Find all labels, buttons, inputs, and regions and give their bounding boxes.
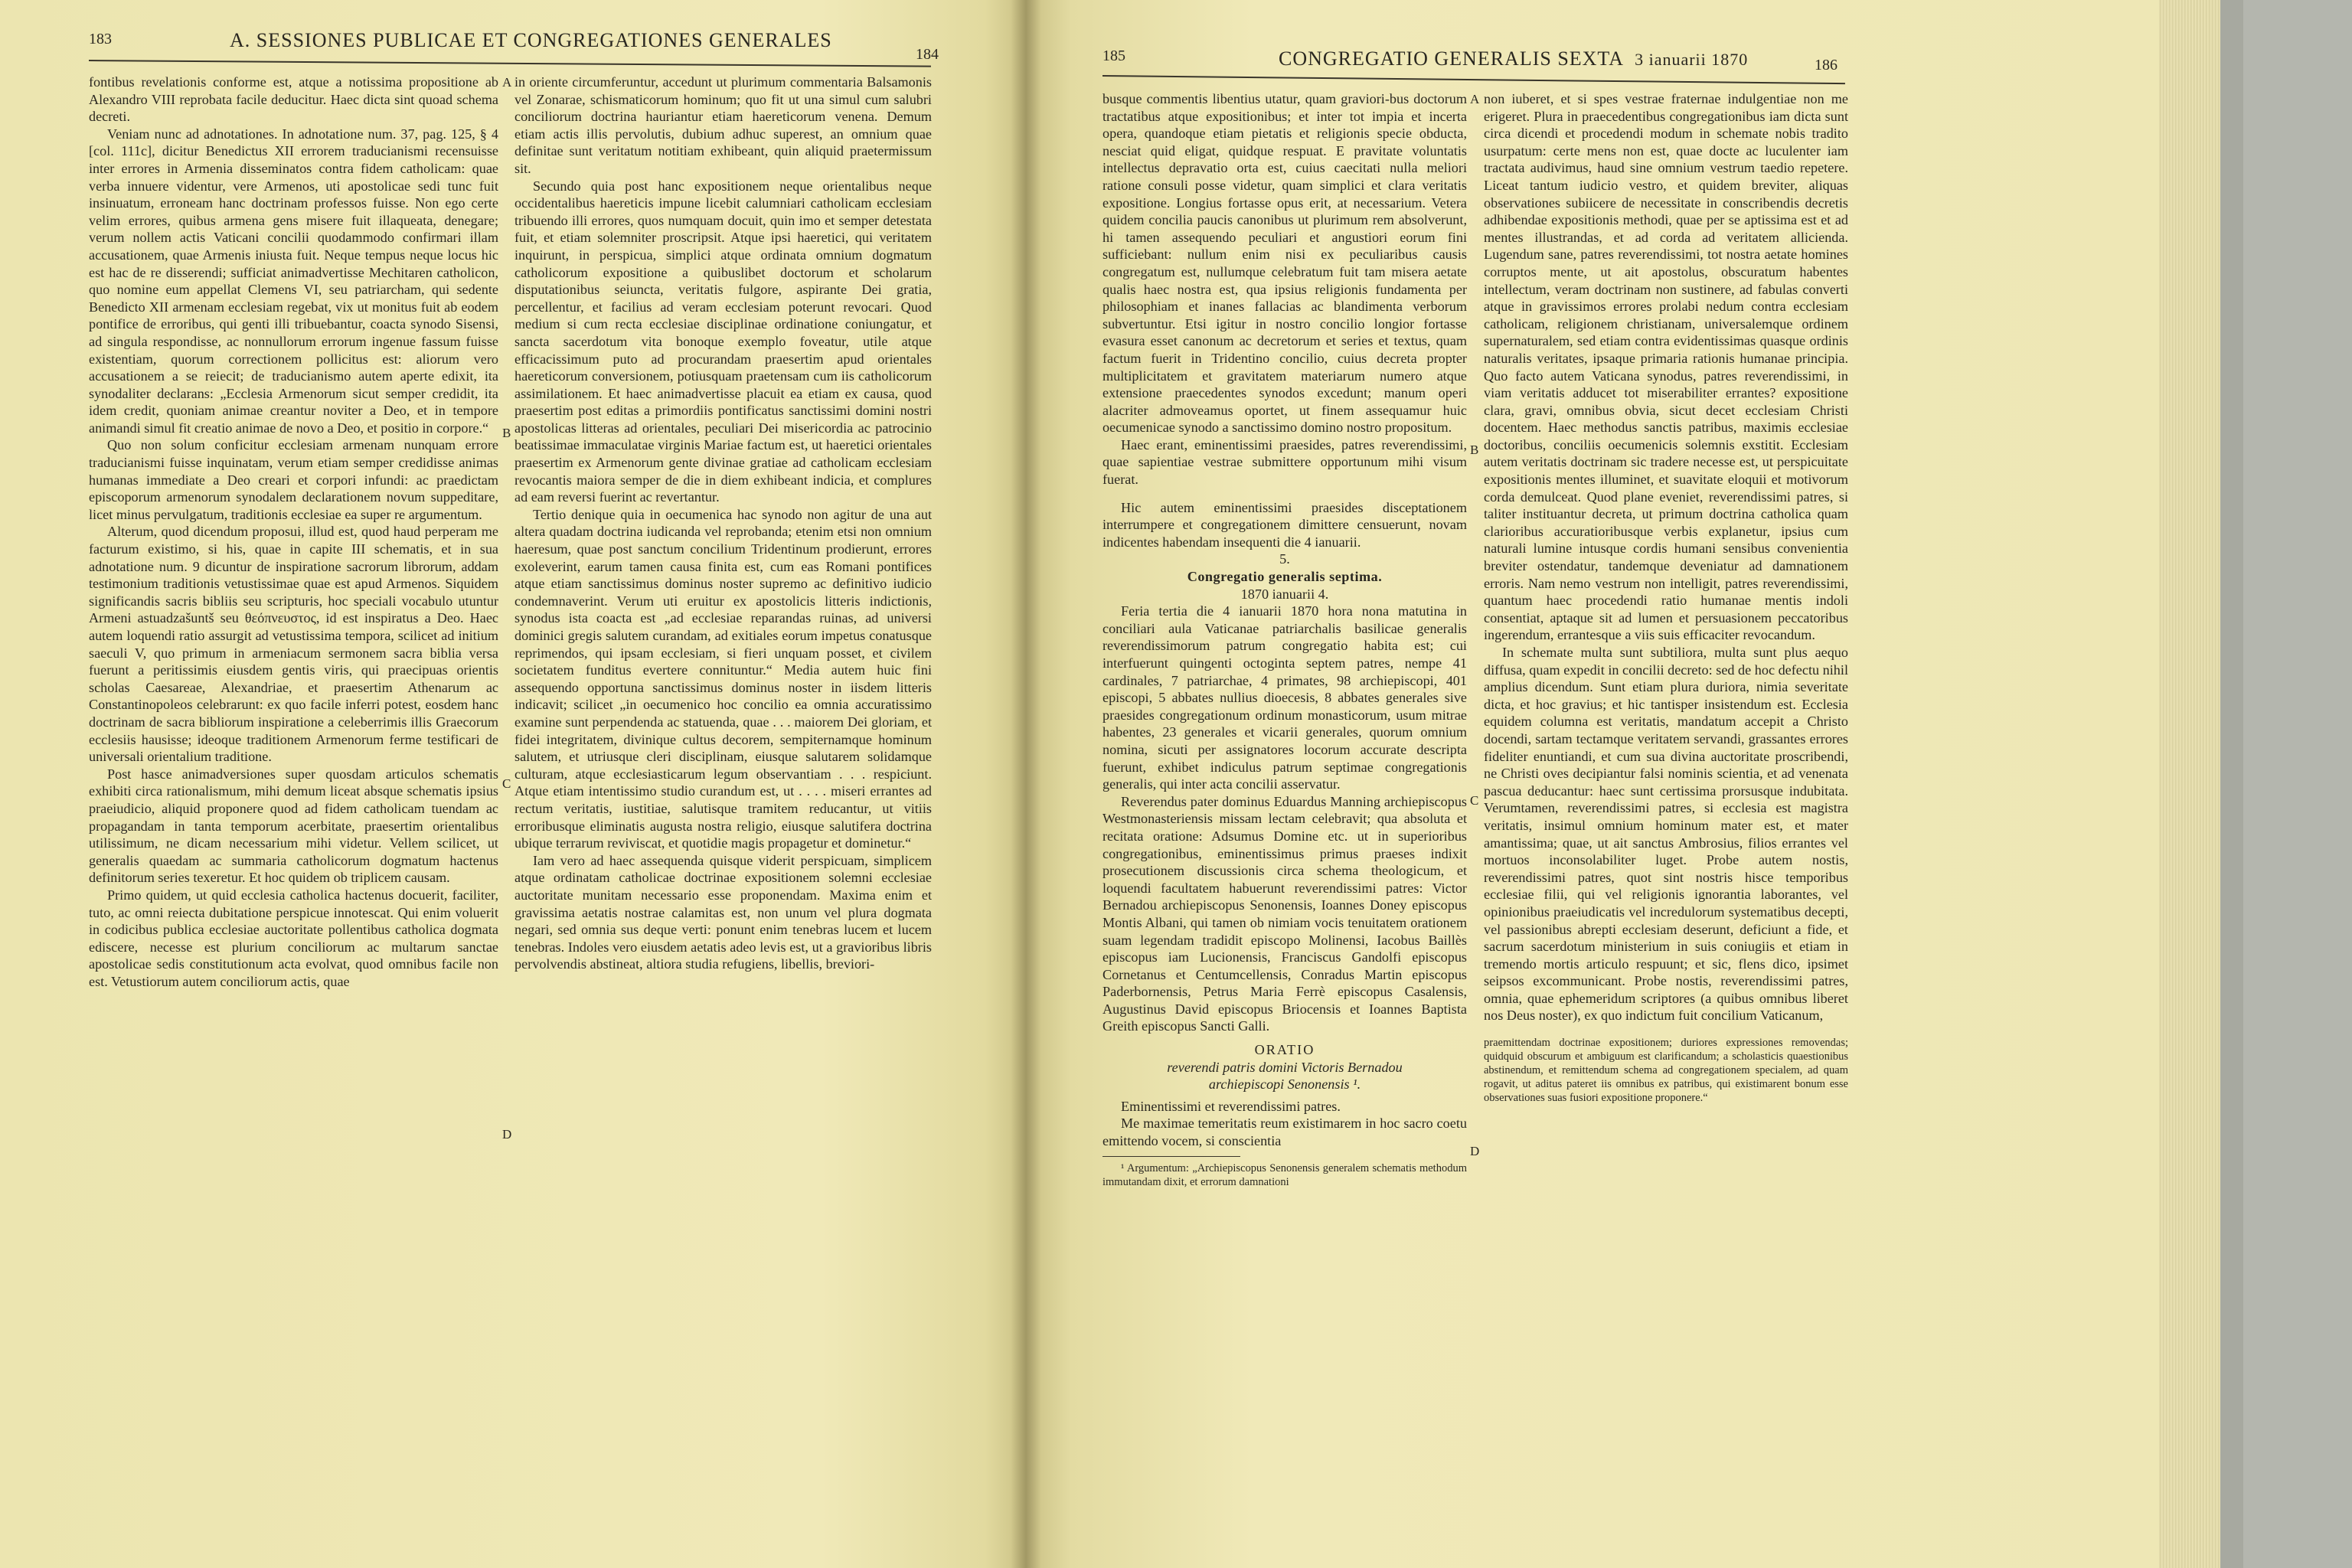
paragraph: Alterum, quod dicendum proposui, illud est, quod haud perperam me facturum existimo, si his, quae in capite III schematis, et in sua adnotatione num. 9 dicuntur de inspiratione sacrorum librorum, addam testimonium traditionis vetustissimae quae est apud Armenos. Siquidem significandis sacris bibliis seu scripturis, hoc speciali vocabulo utuntur Armeni astuadzašuntš seu θεόπνευστος, id est inspiratus a Deo. Haec autem loquendi ratio assurgit ad vetustissima tempora, scilicet ad initium saeculi V, quo primum in armeniacum sermonem sacra biblia versa fuerunt a peritissimis eiusdem gentis viris, qui praecipuas orientis scholas Caesareae, Alexandriae, et praesertim Athenarum ac Constantinopoleos celebrarunt: ex quo facile inferri potest, eosdem hanc doctrinam de sacra bibliorum inspiratione a celeberrimis illis Graecorum ecclesiis hausisse; ideoque traditionem Armenorum ferme testificari de universali orientalium traditione. (89, 524, 498, 765)
left-column-2 (514, 74, 932, 973)
paragraph: Veniam nunc ad adnotationes. In adnotatione num. 37, pag. 125, § 4 [col. 111c], dicitur Benedictus XII errorem traducianismi recensuisse inter errores in Armenia disseminatos contra fidem catholicam: quae verba innuere videntur, vere Armenos, uti apostolicae sedi tunc fuit insinuatum, erroneam hanc doctrinam professos fuisse. Non ego certe velim errores, quibus armena gens misere fuit illaqueata, denegare; verum nollem actis Vaticani concilii quodammodo confirmari illam accusationem, quae Armenis iniusta fuit. Neque tempus neque locus hic est hac de re disserendi; sufficiat animadvertisse Mechitaren catholicon, quo nomine eum appellat Clemens VI, seu patriarcham, qui sedente Benedicto XII armenam ecclesiam regebat, vix ut monitus fuit ab eodem pontifice de erroribus, qui genti illi tribuebantur, coacta synodo Sisensi, ad singula respondisse, ac nonnullorum errorum ingenue fassum fuisse existentiam, quorum correctionem pollicitus est: aliorum vero accusationem a se reiecit; de traducianismo autem aperte edixit, ita synodaliter declarans: „Ecclesia Armenorum sicut semper credidit, ita idem credit, quoniam animae creantur noviter a Deo, et in tempore animandi simul fit creatio animae de novo a Deo, et positio in corpore.“ (89, 126, 498, 436)
right-column-1 (1102, 90, 1467, 1189)
header-title: CONGREGATIO GENERALIS SEXTA (1279, 47, 1623, 70)
margin-marker-a: A (502, 75, 512, 90)
footnote: ¹ Argumentum: „Archiepiscopus Senonensis generalem schematis methodum immutandam dixit, et errorum damnationi (1102, 1161, 1467, 1188)
page-edges (2159, 0, 2220, 1568)
book-gutter (1011, 0, 1041, 1568)
margin-marker-d: D (1470, 1144, 1480, 1158)
left-column-1 (89, 74, 498, 990)
header-rule (89, 60, 931, 67)
margin-marker-a: A (1470, 92, 1480, 106)
paragraph: Primo quidem, ut quid ecclesia catholica hactenus docuerit, faciliter, tuto, ac omni reiecta dubitatione perspicue innotescat. Qui enim voluerit in codicibus publica ecclesiae auctoritate pollentibus catholica dogmata ediscere, necesse est plurium conciliorum ac multarum sanctae apostolicae sedis constitutionum acta evolvat, quod omnibus facile non est. Vetustiorum autem conciliorum actis, quae (89, 887, 498, 989)
paragraph: in oriente circumferuntur, accedunt ut plurimum commentaria Balsamonis vel Zonarae, schismaticorum hominum; quo fit ut una simul cum salubri conciliorum doctrina hauriantur etiam haereticorum venena. Demum etiam actis illis pervolutis, dubium adhuc superest, an omnium quae definitae sunt veritatum notitiam exhibeant, quin aliquid praetermissum sit. (514, 74, 932, 176)
margin-marker-c: C (1470, 793, 1479, 808)
right-page (1026, 0, 2159, 1568)
paragraph: Reverendus pater dominus Eduardus Manning archiepiscopus Westmonasteriensis missam lectam celebravit; qua absoluta et recitata oratione: Adsumus Domine etc. ut in superioribus congregationibus, eminentissimus primus praeses indixit prosecutionem discussionis circa schema theologicum, et loquendi facultatem habuerunt reverendissimi patres: Victor Bernadou archiepiscopus Senonensis, Ioannes Doney episcopus Montis Albani, qui tamen ob nimiam vocis tenuitatem orationem suam legendam tradidit episcopo Molinensi, Iacobus Baillès episcopus iam Lucionensis, Franciscus Gandolfi episcopus Cornetanus et Centumcellensis, Conradus Martin episcopus Paderbornensis, Petrus Maria Ferrè episcopus Casalensis, Augustinus David episcopus Briocensis et Ioannes Baptista Greith episcopus Sancti Galli. (1102, 793, 1467, 1034)
footnote-rule (1102, 1156, 1240, 1157)
oratio-subtitle: reverendi patris domini Victoris Bernadou (1167, 1059, 1403, 1075)
section-number: 5. (1279, 551, 1290, 567)
margin-marker-c: C (502, 776, 511, 791)
header-rule (1102, 75, 1845, 84)
paragraph: Post hasce animadversiones super quosdam articulos schematis exhibiti circa rationalismum, mihi demum liceat absque schematis ipsius praeiudicio, aliquid proponere quod ad fidem catholicam tuendam ac propagandam in tanta temporum acerbitate, praesertim orientalibus utilissimum, ne dicam necessarium mihi videtur. Vellem scilicet, ut generalis quaedam ac summaria catholicorum dogmatum hactenus definitorum series texeretur. Et hoc quidem ob triplicem causam. (89, 766, 498, 886)
oratio-subtitle: archiepiscopi Senonensis ¹. (1208, 1076, 1361, 1093)
left-page (0, 0, 1026, 1568)
paragraph: Quo non solum conficitur ecclesiam armenam nunquam errore traducianismi fuisse inquinatam, verum etiam semper credidisse animas humanas immediate a Deo creari et corpori infundi: ac praedictam episcoporum armenorum synodalem declarationem novum suppeditare, licet minus pervulgatum, traditionis ecclesiae ea super re argumentum. (89, 437, 498, 522)
paragraph: non iuberet, et si spes vestrae fraternae indulgentiae non me erigeret. Plura in praecedentibus congregationibus iam dicta sunt circa dicendi et procedendi modum in schemate nobis tradito usurpatum: certe mens non est, quae docte ac luculenter iam tractata audivimus, haud sine omnium vestrum taedio repetere. Liceat tantum iudicio vestro, et quidem breviter, aliquas observationes subiicere de necessitate in conscribendis decretis adhibendae expositionis methodi, quae per se aptissima est et ad mentes illustrandas, et ad corda ad veritatem alliciendа. Lugendum sane, patres reverendissimi, tot nostra aetate homines corruptos mente, ut ait apostolus, obscuratum habentes intellectum, veram doctrinam non sustinere, ad fabulas converti atque in gravissimos errores prolabi nedum contra ecclesiam catholicam, religionem christianam, universalemque ordinem supernaturalem, sed etiam contra evidentissimas quasque ordinis naturalis veritates, ipsaque primaria rationis humanae principia. Quo facto autem Vaticana synodus, patres reverendissimi, in viam veritatis adducet tot miserabiliter errantes? expositione clara, gravi, omnibus obvia, sicut decet ecclesiam Christi docentem. Haec methodus sanctis patribus, maximis ecclesiae doctoribus, conciliis oecumenicis solemnis exstitit. Ecclesiam autem veritatis doctrinam sic tradere necesse est, ut perspicuitate expositionis mentes illuminet, et suavitate eloquii et motivorum corda demulceat. Quod plane eveniet, reverendissimi patres, si taliter instituantur decreta, ut primum doctrina catholica quam clarioribus accuratioribusque verbis explanetur, ipsius cum naturali lumine intusque cordis humani sensibus convenientia breviter ostendatur, tandemque deveniatur ad damnationem erroris. Nam nemo vestrum non intelligit, patres reverendissimi, quantum haec procedendi ratio humanae mentis indoli consentiat, aptaque sit ad lumen et persuasionem peccatoribus ingerendum, errantesque a viis suis efficaciter revocandum. (1484, 91, 1848, 643)
background-board-panel (2243, 0, 2352, 1568)
margin-marker-d: D (502, 1127, 512, 1142)
paragraph: Iam vero ad haec assequenda quisque viderit perspicuam, simplicem atque ordinatam catholicae doctrinae expositionem solemni ecclesiae auctoritate munitam necessario esse proponendam. Maxima enim et gravissima aetatis nostrae calamitas est, non unum vel plura dogmata negari, sed omnia sus deque verti: ponunt enim tenebras lucem et lucem tenebras. Indoles vero eiusdem aetatis adeo levis est, ut a gravioribus libris pervolvendis abstineat, altiora studia refugiens, libellis, breviori- (514, 852, 932, 972)
running-header-right (1279, 47, 1748, 70)
paragraph: Tertio denique quia in oecumenica hac synodo non agitur de una aut altera quadam doctrina iudicanda vel reprobanda; etenim etsi non omnium haeresum, quae post sanctum concilium Tridentinum prodierunt, errores exoleverint, earum tamen causa finita est, cum eas Romani pontifices atque etiam sanctissimus dominus noster supremo ac definitivo iudicio condemnaverint. Verum uti eruitur ex apostolicis litteris indictionis, synodus ista coacta est „ad ecclesiae reparandas ruinas, ad universi dominici gregis salutem curandam, ad exitiales eorum impetus conatusque reprimendos, qui ipsam ecclesiam, si fieri unquam posset, et civilem societatem funditus evertere connituntur.“ Media autem huic fini assequendo opportuna sanctissimus dominus noster in iisdem litteris indicavit; scilicet „in oecumenico hoc concilio ea omnia accuratissimo examine sunt perpendenda ac statuenda, quae . . . maiorem Dei gloriam, et fidei integritatem, divinique cultus decorem, sempiternamque hominum salutem, et utriusque cleri disciplinam, eiusque salutarem solidamque culturam, atque ecclesiasticarum legum observantiam . . . respiciunt. Atque etiam intentissimo studio curandum est, ut . . . . miseri errantes ad rectum veritatis, iustitiae, salutisque tramitem reducantur, ut vitiis erroribusque eliminatis augusta nostra religio, eiusque salutifera doctrina ubique terrarum reviviscat, et quotidie magis propagetur et dominetur.“ (514, 506, 932, 851)
paragraph: Eminentissimi et reverendissimi patres. (1121, 1098, 1341, 1114)
paragraph: Me maximae temeritatis reum existimarem in hoc sacro coetu emittendo vocem, si conscientia (1102, 1116, 1467, 1149)
footnote: praemittendam doctrinae expositionem; duriores expressiones removendas; quidquid obscurum et ambiguum est clarificandum; a scholasticis quaestionibus abstinendum, et remittendum schema ad congregationem specialem, ad quam rogavit, ut aditus pateret iis omnibus ex patribus, qui existimarent bonum esse observationes suas fusiori expositione proponere.“ (1484, 1037, 1848, 1105)
paragraph: In schemate multa sunt subtiliora, multa sunt plus aequo diffusa, quam expedit in concilii decreto: sed de hoc defectu nihil amplius dicendum. Sunt etiam plura duriora, nimia severitate dicta, et hoc gravius; et hic tantisper insistendum est. Ecclesia equidem columna est veritatis, mandatum accepit a Christo docendi, sartam tectamque veritatem servandi, grassantes errores fideliter enuntiandi, et cum sua divina auctoritate proscribendi, ne Christi oves decipiantur falsi nominis scientia, et ad venenata pascua deducantur: haec sunt certissima prorsusque indubitata. Verumtamen, reverendissimi patres, si ecclesia est magistra veritatis, insimul omnium hominum mater est, et mater amantissima; quae, ut ait sanctus Ambrosius, filios errantes vel mortuos inconsolabiliter luget. Probe autem nostis, reverendissimi patres, quot sint nostris hisce temporibus ecclesiae filii, qui vel religionis ignorantia laborantes, vel opinionibus praeiudicatis vel incredulorum systematibus decepti, vel passionibus abrepti ecclesiam deserunt, deficiunt a fide, et sacrum sacerdotum ministerium in suis coniugiis et etiam in tremendo mortis articulo respuunt; et sic, flens dico, ipsimet seipsos excommunicant. Probe nostis, reverendissimi patres, omnia, quae ephemeridum scriptores (a quibus omnibus liberet nos Deus noster), ex quo indictum fuit concilium Vaticanum, (1484, 645, 1848, 1024)
header-date: 3 ianuarii 1870 (1635, 50, 1749, 69)
margin-marker-b: B (1470, 443, 1479, 457)
paragraph: fontibus revelationis conforme est, atque a notissima propositione ab Alexandro VIII reprobata facile deducitur. Haec dicta sint quoad schema decreti. (89, 74, 498, 125)
paragraph: Hic autem eminentissimi praesides disceptationem interrumpere et congregationem dimittere censuerunt, novam indicentes habendam insequenti die 4 ianuarii. (1102, 499, 1467, 550)
paragraph: Feria tertia die 4 ianuarii 1870 hora nona matutina in conciliari aula Vaticanae patriarchalis basilicae generalis reverendissimorum patrum congregatio habita est; cui interfuerunt quingenti octoginta septem patres, nempe 41 cardinales, 7 patriarchae, 4 primates, 98 archiepiscopi, 401 episcopi, 5 abbates nullius dioecesis, 8 abbates generales sive praesides congregationum ordinum monasticorum, usum mitrae habentes, 23 generales et vicarii generales, quorum omnium nomina, sicuti per assignatores locorum accurate descripta fuerunt, exhibet indiculus patrum septimae congregationis generalis, qui inter acta concilii asservatur. (1102, 603, 1467, 792)
oratio-heading: ORATIO (1254, 1042, 1315, 1058)
paragraph: busque commentis libentius utatur, quam graviori-bus doctorum tractatibus atque expositionibus; et inter tot impia et incerta opera, quandoque etiam pietatis et religionis specie obducta, nesciat quid eligat, quidque respuat. E pravitate voluntatis intellectus depravatio orta est, cuius caecitati nulla meliori ratione consuli posse videtur, quam simplici et clara veritatis expositione. Longius fortasse opus erit, at necessarium. Vetera quidem concilia paucis canonibus ut plurimum rem absolverunt, hi tamen assequendo peculiari et angustiori eorum fini sufficiebant: nullum enim nisi ex peculiaribus causis congregatum est, nullumque celebratum fuit tam misera aetate qualis haec nostra est, qua ipsius religionis fundamenta per philosophiam et inanes fallacias ac blandimenta verborum subvertuntur. Etsi igitur in nostro concilio longior fortasse evasura esset canonum ac decretorum et series et textus, quam factum fuerit in Tridentino concilio, cuius decreta propter multiplicitatem et gravitatem materiarum numero atque extensione praecedentes synodos excedunt; manum operi alacriter admoveamus oportet, ut finem assequamur huic oecumenicae synodo a sanctissimo domino nostro propositum. (1102, 91, 1467, 436)
page-number-183: 183 (89, 31, 112, 47)
page-number-185: 185 (1102, 47, 1125, 64)
page-number-186: 186 (1815, 57, 1838, 74)
section-title: Congregatio generalis septima. (1187, 569, 1383, 585)
right-column-2 (1484, 90, 1848, 1105)
paragraph: Haec erant, eminentissimi praesides, patres reverendissimi, quae sapientiae vestrae submittere opportunum mihi visum fuerat. (1102, 436, 1467, 488)
page-number-184: 184 (916, 46, 939, 63)
section-date: 1870 ianuarii 4. (1240, 586, 1329, 602)
running-header-left: A. SESSIONES PUBLICAE ET CONGREGATIONES GENERALES (230, 29, 832, 51)
paragraph: Secundo quia post hanc expositionem neque orientalibus neque occidentalibus haereticis impune licebit calumniari catholicam ecclesiam tribuendo illi errores, quos numquam docuit, quin imo et semper detestata fuit, et etiam solemniter proscripsit. Atque ipsi haeretici, qui veritatem inquirunt, in perspicua, simplici atque ordinata omnium dogmatum catholicorum expositione a quibuslibet doctorum et scholarum disputationibus seiuncta, veritatis fulgore, aspirante Dei gratia, percellentur, et facilius ad veram ecclesiam poterunt revocari. Quod medium si cum recta ecclesiae disciplinae ordinatione coniungatur, et sancta sacerdotum vita bonoque exemplo foveatur, utile atque efficacissimum puto ad procurandam praesertim apud orientales haereticorum conversionem, potiusquam praetensam cum iis catholicorum assimilationem. Et haec animadvertisse placuit ea etiam ex causa, quod praesertim post editas a primordiis pontificatus sanctissimi domini nostri apostolicas litteras ad orientales, peculiari Dei misericordia ac patrocinio beatissimae immaculatae virginis Mariae factum est, ut haeretici orientales praesertim ex Armenorum gente divinae gratiae ad catholicam ecclesiam revocantis maiora semper de die in diem exhibeant indicia, et complures ad eam reversi fuerint ac revertantur. (514, 178, 932, 505)
margin-marker-b: B (502, 426, 511, 440)
